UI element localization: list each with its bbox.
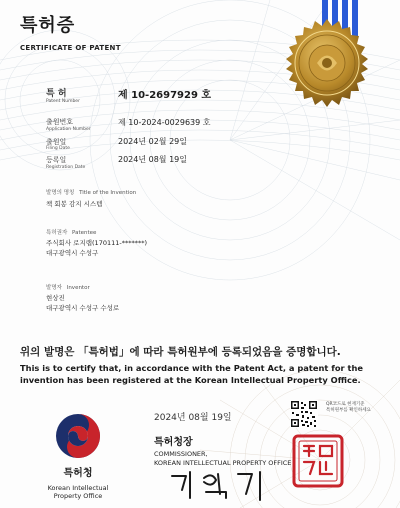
filing-date-value: 2024년 02월 29일 bbox=[118, 137, 187, 146]
application-number-label-en: Application Number bbox=[46, 127, 91, 132]
patent-number-label-en: Patent Number bbox=[46, 99, 80, 104]
filing-date-label-en: Filing Date bbox=[46, 146, 70, 151]
patentee-value-line1: 주식회사 로지랩(170111-*******) bbox=[46, 239, 147, 247]
kipo-logo-icon bbox=[54, 412, 102, 460]
inventor-value-line1: 현상진 bbox=[46, 294, 65, 302]
commissioner-title-en-line2: KOREAN INTELLECTUAL PROPERTY OFFICE bbox=[154, 459, 292, 467]
application-number-label: 출원번호 bbox=[46, 118, 74, 126]
patentee-label-en: Patentee bbox=[72, 230, 97, 236]
kipo-name-en-line2: Property Office bbox=[53, 492, 103, 500]
certificate-title: 특허증 bbox=[20, 15, 76, 36]
inventor-label bbox=[46, 283, 90, 291]
official-stamp-icon bbox=[292, 434, 344, 488]
gold-seal-icon bbox=[282, 18, 372, 108]
qr-code-icon[interactable] bbox=[290, 400, 318, 428]
certification-statement-ko: 위의 발명은 「특허법」에 따라 특허원부에 등록되었음을 증명합니다. bbox=[20, 346, 341, 358]
registration-date-label: 등록일 bbox=[46, 156, 67, 164]
issuance-date: 2024년 08월 19일 bbox=[154, 413, 232, 423]
registration-date-value: 2024년 08월 19일 bbox=[118, 155, 187, 164]
kipo-name-en-line1: Korean Intellectual bbox=[47, 484, 109, 492]
patent-number-label: 특 허 bbox=[46, 89, 67, 99]
qr-caption bbox=[326, 402, 396, 414]
qr-caption-line1: QR코드로 현재기준 bbox=[326, 402, 365, 407]
invention-title-label-en: Title of the Invention bbox=[79, 190, 137, 196]
inventor-value-line2: 대구광역시 수성구 수성로 bbox=[46, 304, 120, 312]
inventor-label-en: Inventor bbox=[66, 285, 90, 291]
certification-statement-en: This is to certify that, in accordance with the Patent Act, a patent for the invention has been registered at the Korean Intellectual Property Office. bbox=[20, 363, 364, 385]
application-number-value: 제 10-2024-0029639 호 bbox=[118, 118, 211, 127]
certificate-subtitle: CERTIFICATE OF PATENT bbox=[20, 44, 121, 52]
kipo-name-en bbox=[34, 484, 122, 500]
patentee-label bbox=[46, 228, 96, 236]
inventor-label-ko: 발명자 bbox=[46, 285, 62, 291]
commissioner-title-en bbox=[154, 450, 291, 468]
kipo-name-ko: 특허청 bbox=[63, 468, 93, 479]
invention-title-label-ko: 발명의 명칭 bbox=[46, 190, 75, 196]
commissioner-title-ko: 특허청장 bbox=[154, 437, 193, 448]
patent-number-value: 제 10-2697929 호 bbox=[118, 90, 212, 101]
patentee-value-line2: 대구광역시 수성구 bbox=[46, 249, 99, 257]
patentee-label-ko: 특허권자 bbox=[46, 230, 68, 236]
qr-caption-line2: 특허원부를 확인하세요 bbox=[326, 408, 371, 413]
invention-title-value: 책 회봉 감지 시스템 bbox=[46, 200, 103, 208]
filing-date-label: 출원일 bbox=[46, 138, 67, 146]
registration-date-label-en: Registration Date bbox=[46, 165, 86, 170]
commissioner-signature bbox=[168, 468, 278, 504]
commissioner-title-en-line1: COMMISSIONER, bbox=[154, 450, 208, 458]
invention-title-label bbox=[46, 188, 136, 196]
